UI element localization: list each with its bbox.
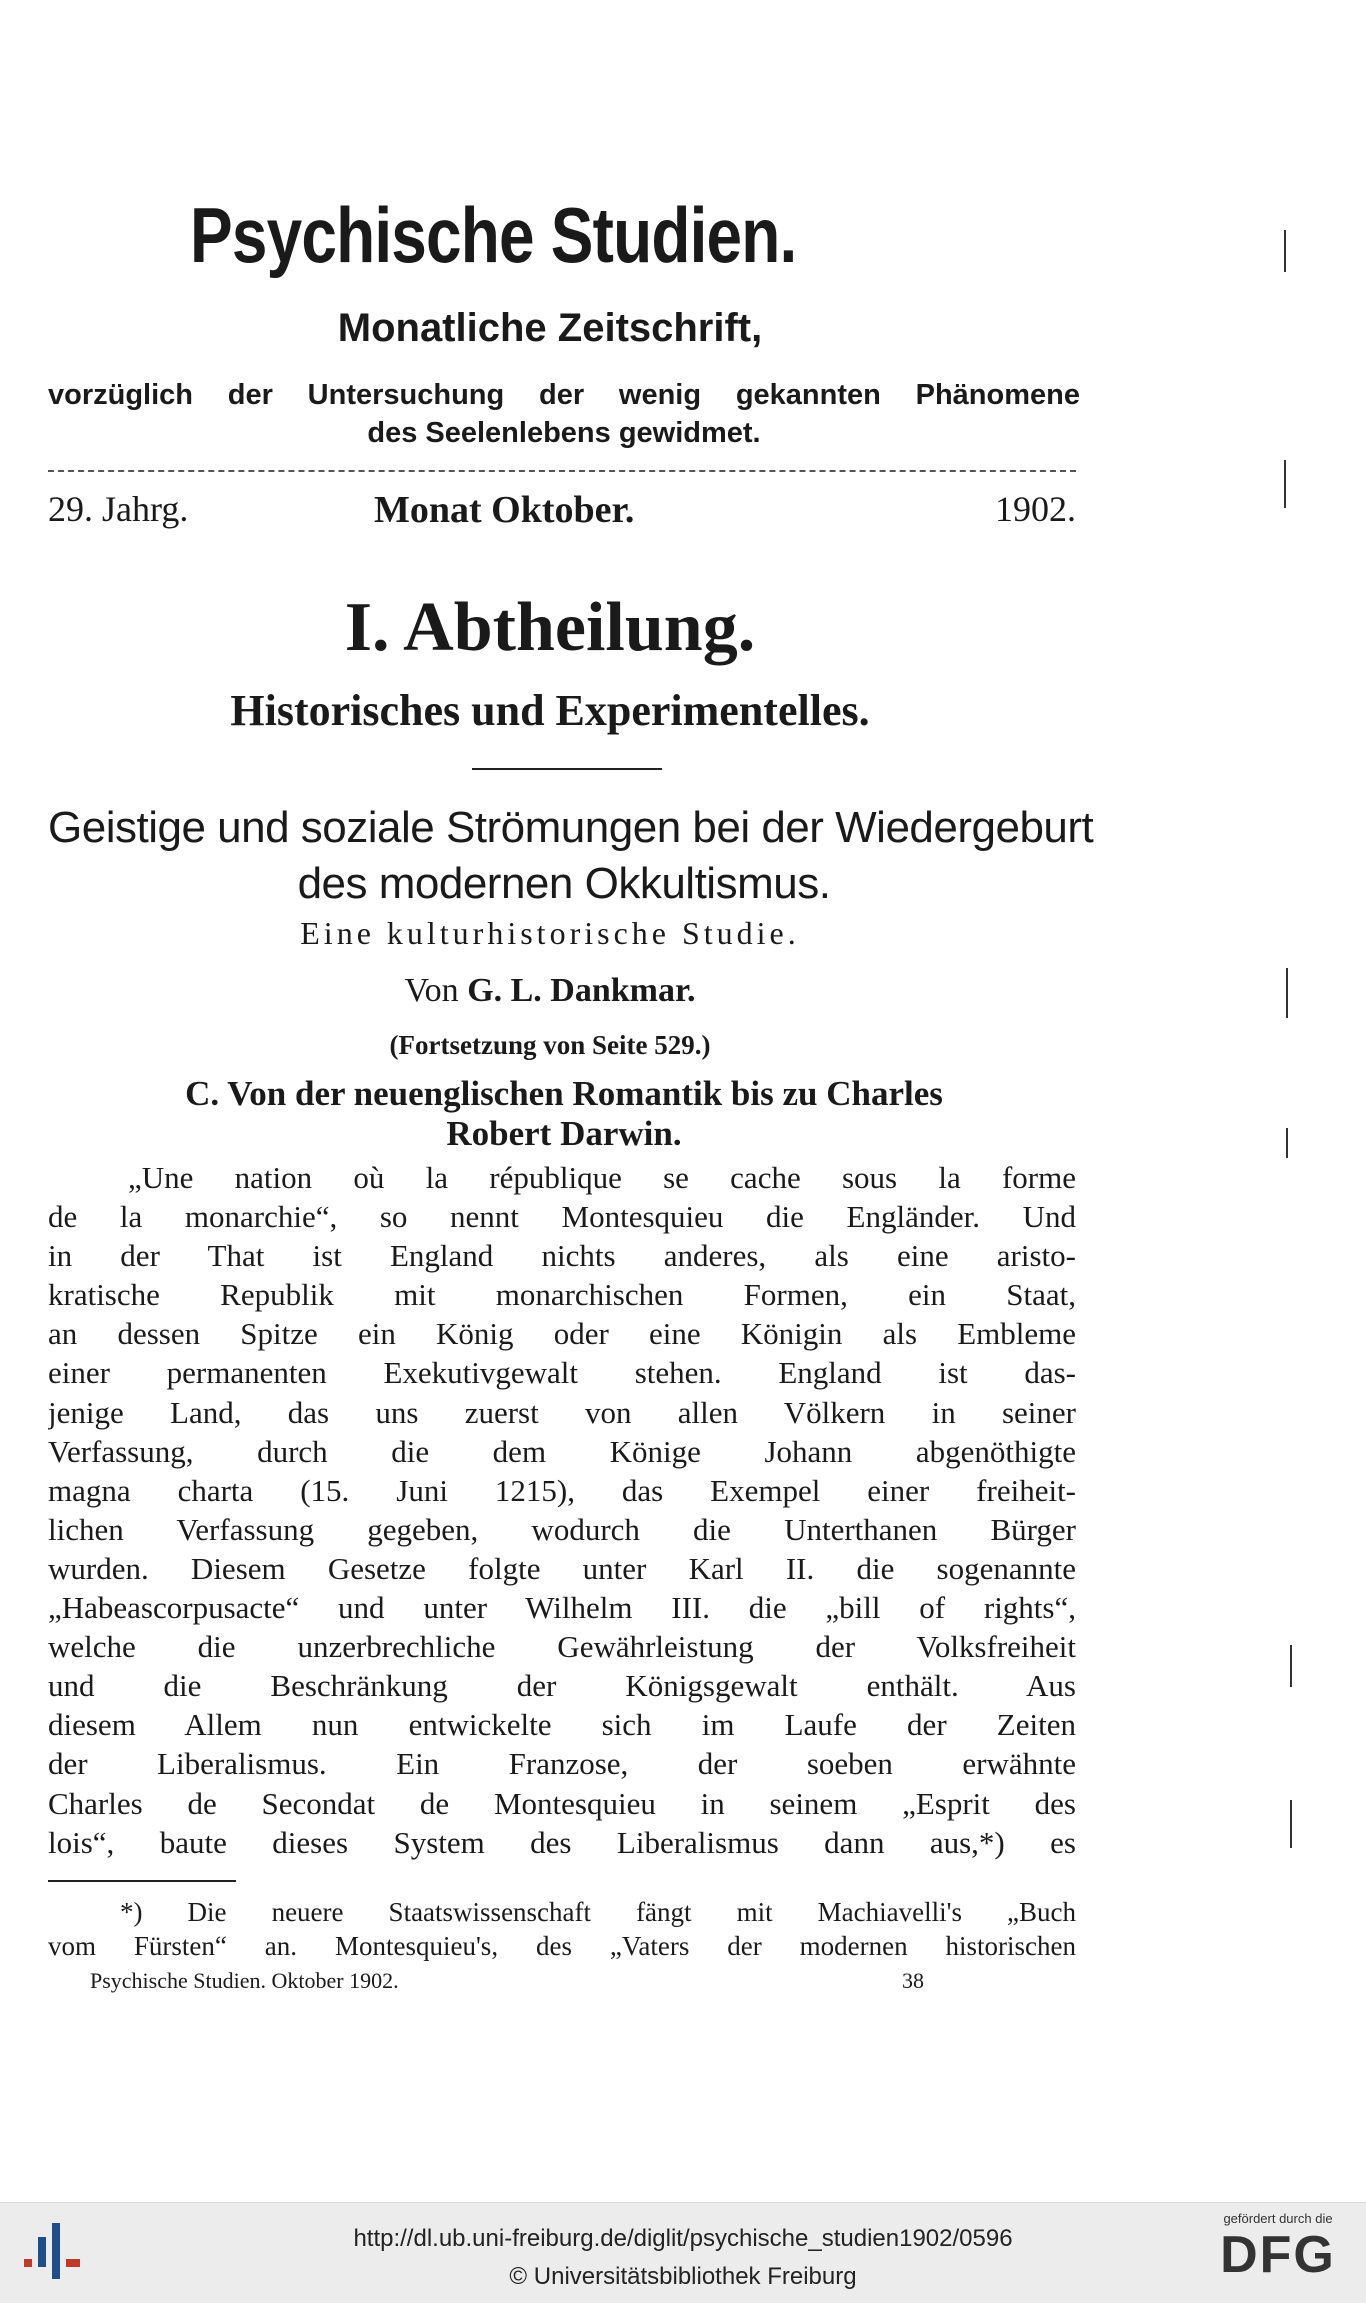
body-line: welche die unzerbrechliche Gewährleistung der Volksfreiheit — [48, 1629, 1076, 1665]
body-line: diesem Allem nun entwickelte sich im Laufe der Zeiten — [48, 1707, 1076, 1743]
issue-year: 1902. — [995, 489, 1076, 529]
author-name: G. L. Dankmar. — [467, 972, 696, 1009]
chapter-heading-line: Robert Darwin. — [446, 1114, 682, 1153]
journal-subtitle: Monatliche Zeitschrift, — [337, 306, 763, 350]
copyright-text: © Universitätsbibliothek Freiburg — [509, 2263, 857, 2290]
journal-description — [48, 376, 1080, 452]
footnote — [48, 1895, 1076, 1963]
body-line: wurden. Diesem Gesetze folgte unter Karl II. die sogenannte — [48, 1550, 1076, 1586]
section-subtitle: Historisches und Experimentelles. — [230, 686, 870, 735]
body-line: Charles de Secondat de Montesquieu in seinem „Esprit des — [48, 1785, 1076, 1821]
author-prefix: Von — [404, 972, 459, 1009]
page-footer — [90, 1968, 936, 2000]
scan-artifact-mark — [1290, 1645, 1292, 1687]
body-line: jenige Land, das uns zuerst von allen Völkern in seiner — [48, 1394, 1076, 1430]
article-subtitle: Eine kulturhistorische Studie. — [300, 915, 800, 951]
issue-month: Monat Oktober. — [374, 489, 635, 531]
body-line: lois“, baute dieses System des Liberalismus dann aus,*) es — [48, 1824, 1076, 1860]
header-divider — [48, 470, 1076, 472]
scan-artifact-mark — [1284, 230, 1286, 272]
body-text — [48, 1158, 1076, 1862]
footnote-line: vom Fürsten“ an. Montesquieu's, des „Vaters der modernen historischen — [48, 1931, 1076, 1961]
scan-artifact-mark — [1284, 460, 1286, 508]
running-footer: Psychische Studien. Oktober 1902. — [90, 1968, 399, 1993]
issue-line — [48, 488, 1076, 532]
article-title-line: Geistige und soziale Strömungen bei der Wiedergeburt — [48, 803, 1094, 852]
body-line: der Liberalismus. Ein Franzose, der soeben erwähnte — [48, 1746, 1076, 1782]
page-number: 38 — [902, 1968, 924, 1993]
body-line: einer permanenten Exekutivgewalt stehen. England ist das- — [48, 1355, 1076, 1391]
body-line: „Une nation où la république se cache sous la forme — [128, 1160, 1076, 1195]
body-line: Verfassung, durch die dem Könige Johann abgenöthigte — [48, 1433, 1076, 1469]
article-title — [48, 800, 1094, 912]
journal-description-line: des Seelenlebens gewidmet. — [367, 417, 761, 449]
chapter-heading — [48, 1074, 1080, 1154]
section-title: I. Abtheilung. — [344, 589, 756, 666]
scan-artifact-mark — [1290, 1800, 1292, 1848]
article-title-line: des modernen Okkultismus. — [297, 859, 831, 908]
funded-by-text: gefördert durch die — [1223, 2211, 1333, 2226]
chapter-heading-line: C. Von der neuenglischen Romantik bis zu Charles — [185, 1074, 943, 1113]
scan-artifact-mark — [1286, 968, 1288, 1018]
scan-artifact-mark — [1286, 1128, 1288, 1158]
dfg-logo-text: DFG — [1220, 2226, 1336, 2284]
body-line: „Habeascorpusacte“ und unter Wilhelm III. die „bill of rights“, — [48, 1590, 1076, 1626]
body-line: de la monarchie“, so nennt Montesquieu die Engländer. Und — [48, 1199, 1076, 1235]
body-line: in der That ist England nichts anderes, als eine aristo- — [48, 1238, 1076, 1274]
body-line: kratische Republik mit monarchischen Formen, ein Staat, — [48, 1277, 1076, 1313]
author-line — [0, 972, 1100, 1010]
footnote-divider — [48, 1880, 236, 1882]
section-divider — [472, 768, 662, 770]
permalink-url[interactable]: http://dl.ub.uni-freiburg.de/diglit/psychische_studien1902/0596 — [353, 2225, 1013, 2252]
body-line: an dessen Spitze ein König oder eine Königin als Embleme — [48, 1316, 1076, 1352]
journal-title: Psychische Studien. — [190, 191, 797, 279]
continuation-note: (Fortsetzung von Seite 529.) — [389, 1030, 711, 1060]
journal-description-line: vorzüglich der Untersuchung der wenig gekannten Phänomene — [48, 379, 1080, 411]
footnote-line: *) Die neuere Staatswissenschaft fängt mit Machiavelli's „Buch — [120, 1897, 1076, 1927]
issue-volume: 29. Jahrg. — [48, 489, 189, 529]
body-line: magna charta (15. Juni 1215), das Exempel einer freiheit- — [48, 1472, 1076, 1508]
viewer-bottom-bar — [0, 2202, 1366, 2303]
dfg-logo — [1208, 2211, 1348, 2297]
body-line: und die Beschränkung der Königsgewalt enthält. Aus — [48, 1668, 1076, 1704]
body-line: lichen Verfassung gegeben, wodurch die Unterthanen Bürger — [48, 1511, 1076, 1547]
